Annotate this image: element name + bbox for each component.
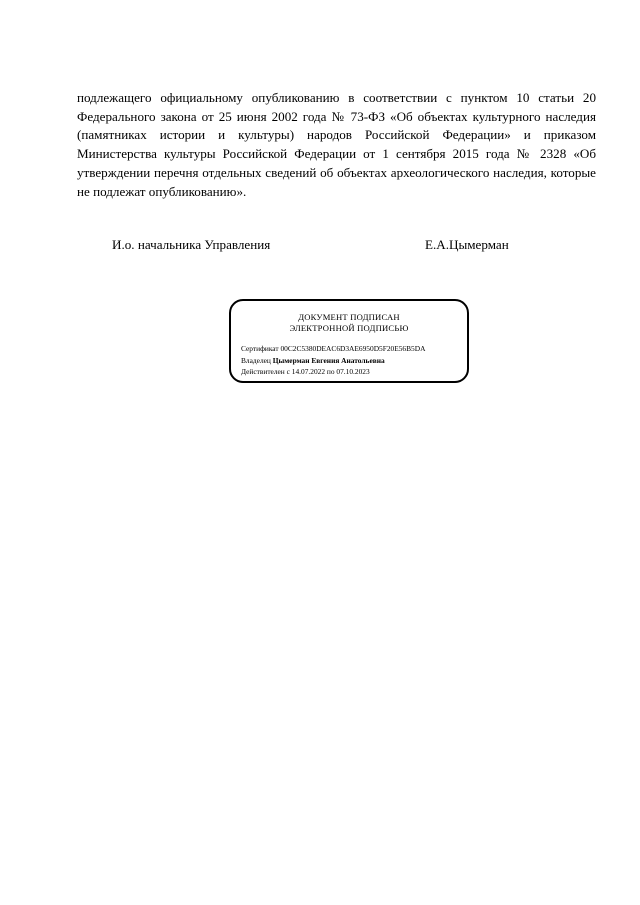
stamp-owner-row bbox=[241, 355, 425, 367]
stamp-owner-value: Цымерман Евгения Анатольевна bbox=[272, 355, 385, 365]
stamp-owner-label: Владелец bbox=[241, 355, 271, 365]
stamp-heading-line1: ДОКУМЕНТ ПОДПИСАН bbox=[298, 312, 400, 322]
stamp-validity-to: 07.10.2023 bbox=[336, 367, 370, 376]
stamp-validity-to-word: по bbox=[326, 367, 335, 376]
signature-name: Е.А.Цымерман bbox=[425, 237, 509, 252]
stamp-certificate-label: Сертификат bbox=[241, 344, 279, 353]
stamp-certificate-row bbox=[241, 343, 425, 355]
stamp-validity-from-word: с bbox=[286, 367, 290, 376]
stamp-details bbox=[241, 343, 425, 378]
stamp-heading bbox=[231, 312, 467, 334]
stamp-validity-label: Действителен bbox=[241, 367, 285, 376]
stamp-certificate-value: 00C2C5380DEAC6D3AE6950D5F20E56B5DA bbox=[280, 344, 426, 353]
electronic-signature-stamp bbox=[229, 299, 469, 383]
stamp-heading-line2: ЭЛЕКТРОННОЙ ПОДПИСЬЮ bbox=[289, 323, 409, 333]
stamp-validity-row bbox=[241, 366, 425, 378]
stamp-validity-from: 14.07.2022 bbox=[291, 367, 326, 376]
body-paragraph: подлежащего официальному опубликованию в соответствии с пунктом 10 статьи 20 Федерального закона от 25 июня 2002 года № 73-ФЗ «Об объектах культурного наследия (памятниках истории и культуры) народов Российской Федерации» и приказом Министерства культуры Российской Федерации от 1 сентября 2015 года № 2328 «Об утверждении перечня отдельных сведений об объектах археологического наследия, которые не подлежат опубликованию». bbox=[77, 90, 596, 199]
signature-title: И.о. начальника Управления bbox=[112, 237, 271, 252]
